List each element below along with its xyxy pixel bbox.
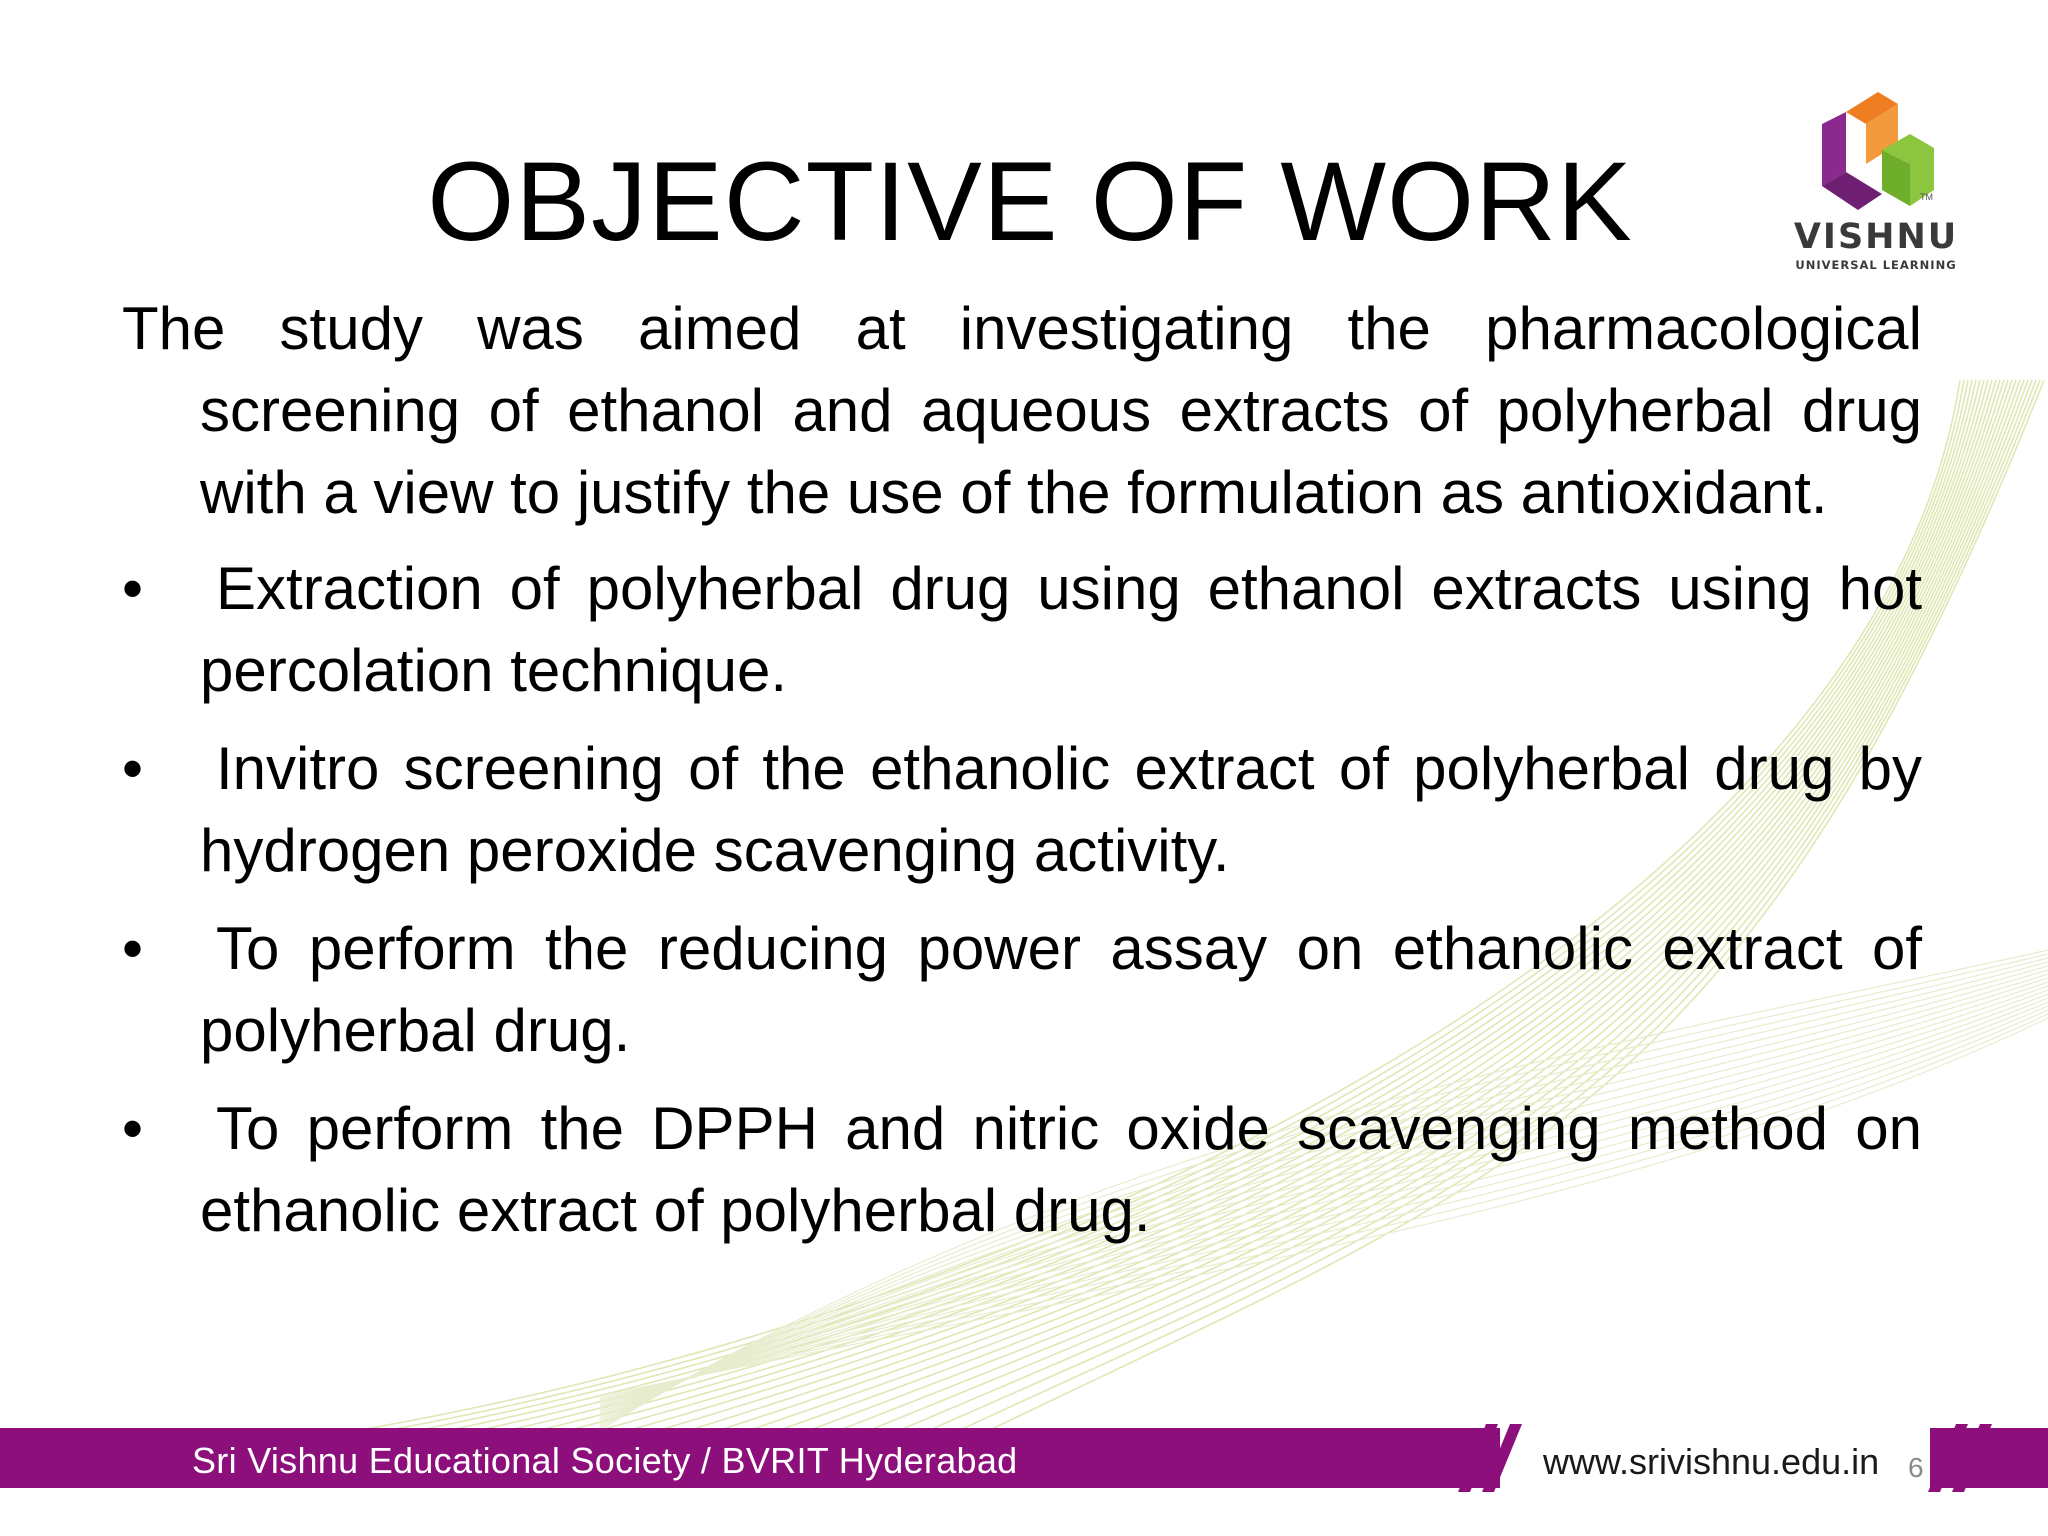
slide-title: OBJECTIVE OF WORK [427,139,1633,264]
bullet-icon: • [122,735,144,802]
bullet-text: Extraction of polyherbal drug using ethanol extracts using hot percolation technique. [200,555,1922,704]
vishnu-logo-mark-icon [1786,86,1966,216]
footer-society-text: Sri Vishnu Educational Society / BVRIT Hyderabad [192,1440,1018,1481]
footer-website-link[interactable]: www.srivishnu.edu.in [1543,1441,1880,1482]
footer-slash-icon [1926,1420,2006,1496]
list-item [122,908,1922,1072]
list-item [122,728,1922,892]
intro-paragraph: The study was aimed at investigating the pharmacological screening of ethanol and aqueous extracts of polyherbal drug with a view to justify the use of the formulation as antioxidant. [122,295,1922,526]
bullet-icon: • [122,1095,144,1162]
page-number: 6 [1908,1452,1924,1483]
objectives-list [122,548,1922,1252]
vishnu-logo [1786,86,1966,276]
logo-name: VISHNU [1793,217,1959,257]
footer-slash-icon [1456,1420,1536,1496]
logo-trademark: TM [1920,192,1933,202]
logo-tagline: UNIVERSAL LEARNING [1795,258,1957,272]
bullet-icon: • [122,915,144,982]
bullet-text: Invitro screening of the ethanolic extract of polyherbal drug by hydrogen peroxide scavenging activity. [200,735,1922,884]
bullet-text: To perform the DPPH and nitric oxide scavenging method on ethanolic extract of polyherbal drug. [200,1095,1922,1244]
bullet-text: To perform the reducing power assay on ethanolic extract of polyherbal drug. [200,915,1922,1064]
list-item [122,548,1922,712]
slide-body [122,288,1922,1268]
list-item [122,1088,1922,1252]
bullet-icon: • [122,555,144,622]
